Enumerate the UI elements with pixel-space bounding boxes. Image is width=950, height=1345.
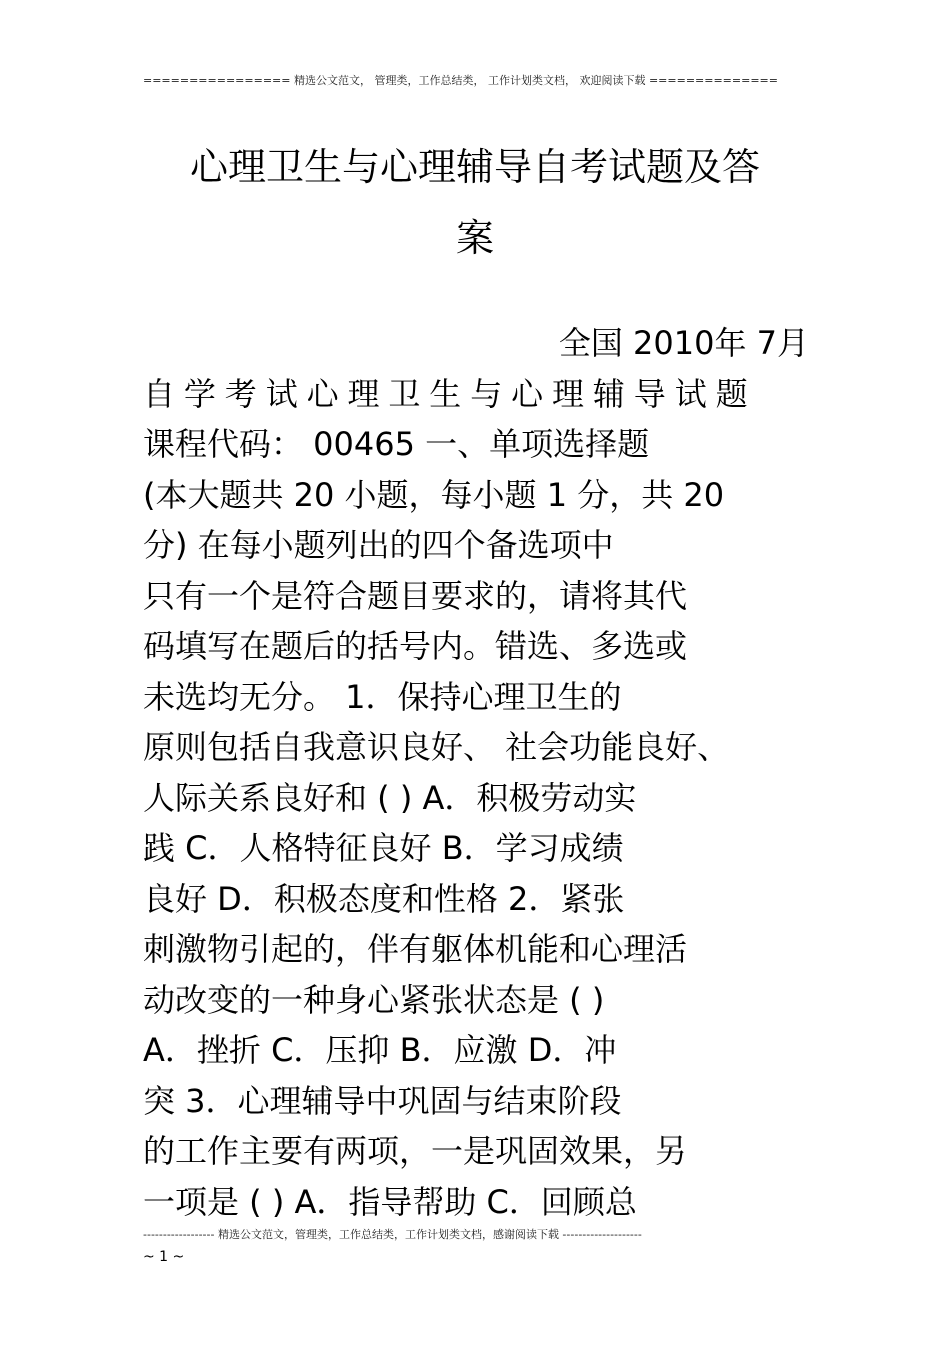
document-title: 心理卫生与心理辅导自考试题及答 [189,145,760,189]
body-line: 自学考试心理卫生与心理辅导试题 [143,374,757,413]
body-line: 良好 D．积极态度和性格 2．紧张 [143,879,625,918]
body-line: 人际关系良好和 ( ) A．积极劳动实 [143,778,637,817]
body-line: 刺激物引起的，伴有躯体机能和心理活 [143,930,688,968]
body-line: 只有一个是符合题目要求的，请将其代 [143,576,688,615]
body-line: 分) 在每小题列出的四个备选项中 [143,526,614,564]
body-line: 的工作主要有两项，一是巩固效果，另 [143,1132,688,1170]
body-line: 课程代码： 00465 一、单项选择题 [143,425,650,463]
body-line: 动改变的一种身心紧张状态是 ( ) [143,980,605,1019]
body-line: 未选均无分。 1．保持心理卫生的 [143,677,622,716]
body-line: 原则包括自我意识良好、 社会功能良好、 [143,728,730,766]
document-title-continued: 案 [455,216,494,260]
page-footer: ------------------ 精选公文范文，管理类，工作总结类，工作计划类文档，感谢阅读下载 -------------------- [143,1228,642,1241]
body-line: 全国 2010年 7月 [558,324,809,362]
page-number: ~ 1 ~ [143,1249,185,1265]
page-header: ================ 精选公文范文， 管理类，工作总结类， 工作计划类文档， 欢迎阅读下载 ============== [143,74,778,87]
document-body [143,318,809,1227]
body-line: 一项是 ( ) A．指导帮助 C．回顾总 [143,1182,637,1221]
body-line: A．挫折 C．压抑 B．应激 D．冲 [143,1031,617,1069]
body-line: 突 3．心理辅导中巩固与结束阶段 [143,1081,622,1120]
body-line: 践 C．人格特征良好 B．学习成绩 [143,829,624,867]
body-line: (本大题共 20 小题，每小题 1 分，共 20 [143,475,725,514]
body-line: 码填写在题后的括号内。错选、多选或 [143,627,688,665]
